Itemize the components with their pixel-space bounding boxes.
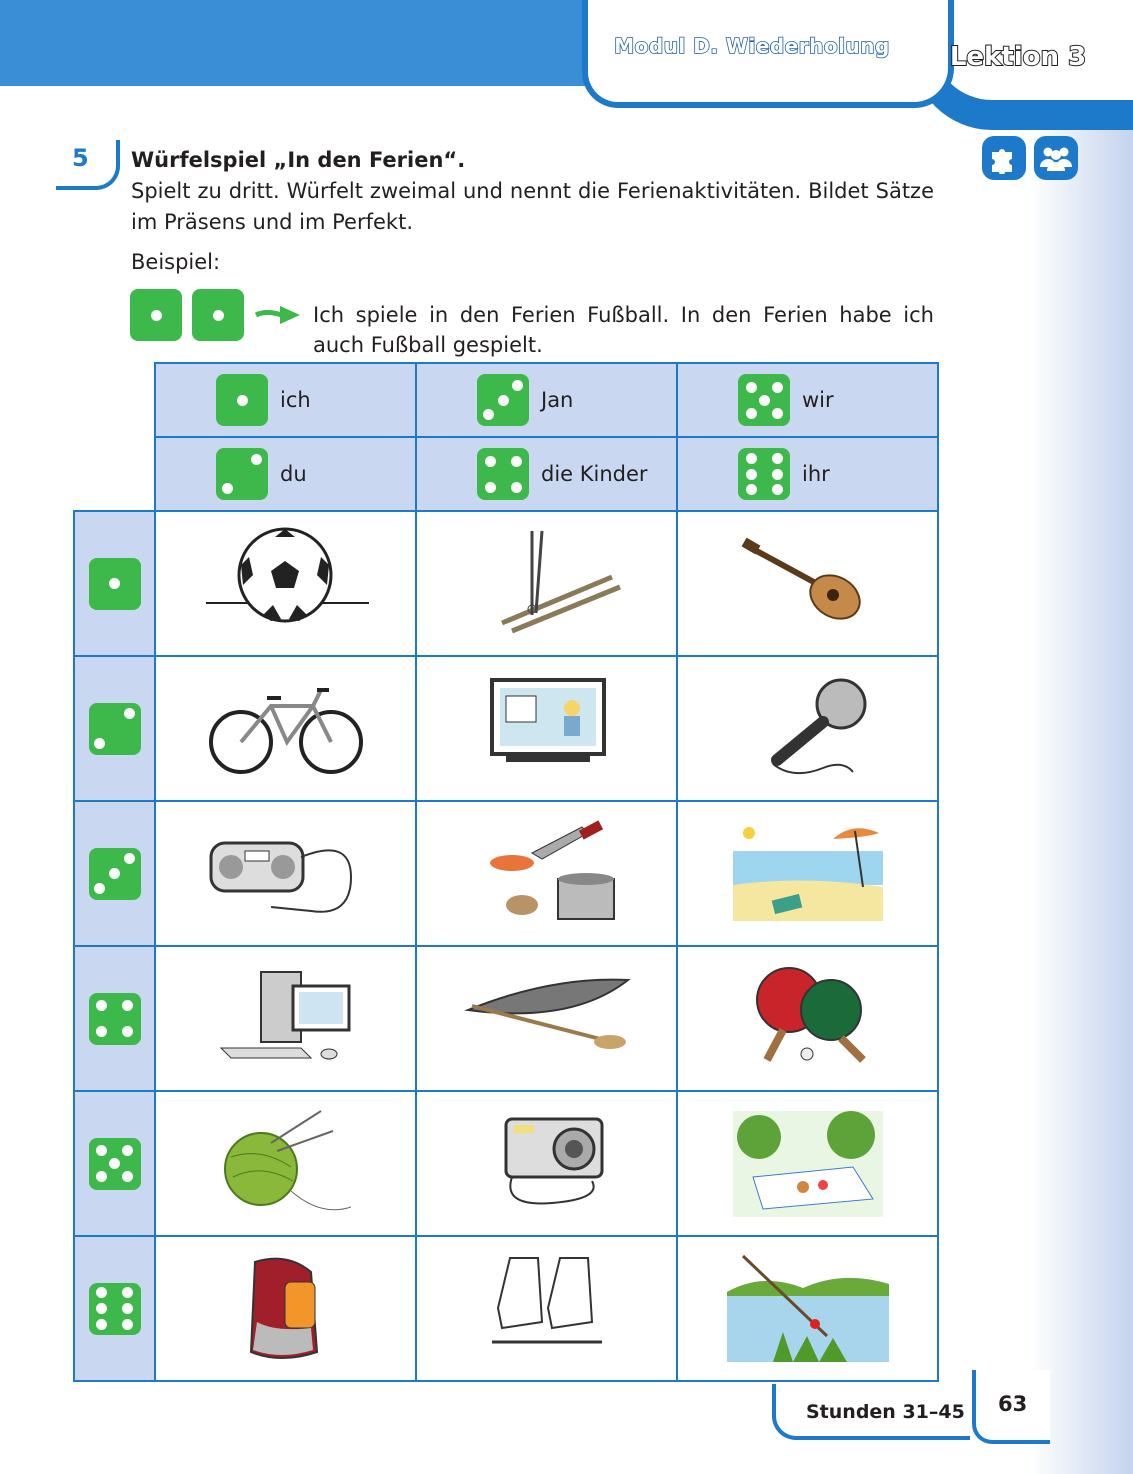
beach-picture xyxy=(677,801,938,946)
page-side-band xyxy=(1030,0,1133,1474)
page-number: 63 xyxy=(998,1392,1028,1416)
tv-picture xyxy=(416,656,677,801)
example-dice xyxy=(130,289,244,341)
arrow-right-icon xyxy=(254,304,302,326)
pronoun-cell xyxy=(155,437,416,511)
die-pip xyxy=(498,395,509,406)
die-face-icon xyxy=(89,703,141,755)
task-number-badge xyxy=(56,140,120,190)
camera-picture xyxy=(416,1091,677,1236)
pronoun-cell xyxy=(416,363,677,437)
die-pip xyxy=(746,408,757,419)
die-pip xyxy=(96,1319,107,1330)
die-face-icon xyxy=(89,848,141,900)
die-pip xyxy=(222,483,233,494)
row-die-cell xyxy=(74,1236,155,1381)
die-pip xyxy=(511,482,522,493)
pronoun-label: wir xyxy=(802,388,834,412)
row-die-cell xyxy=(74,511,155,656)
die-pip xyxy=(213,310,224,321)
die-pip xyxy=(96,1287,107,1298)
die-pip xyxy=(122,1171,133,1182)
task-title: Würfelspiel „In den Ferien“. xyxy=(131,148,466,172)
pronoun-cell xyxy=(677,363,938,437)
die-face-icon xyxy=(89,1138,141,1190)
table-tennis-picture xyxy=(677,946,938,1091)
pronoun-cell xyxy=(677,437,938,511)
die-pip xyxy=(96,1145,107,1156)
die-pip xyxy=(746,469,757,480)
die-pip xyxy=(485,482,496,493)
pronoun-label: ich xyxy=(280,388,311,412)
die-pip xyxy=(122,1303,133,1314)
row-die-cell xyxy=(74,946,155,1091)
die-pip xyxy=(151,310,162,321)
die-pip xyxy=(237,395,248,406)
die-pip xyxy=(109,578,120,589)
backpack-picture xyxy=(155,1236,416,1381)
fishing-picture xyxy=(677,1236,938,1381)
die-pip xyxy=(96,1000,107,1011)
die-face-icon xyxy=(89,558,141,610)
group-icon xyxy=(1034,136,1078,180)
die-pip xyxy=(122,1145,133,1156)
knitting-picture xyxy=(155,1091,416,1236)
die-pip xyxy=(96,1171,107,1182)
radio-picture xyxy=(155,801,416,946)
die-pip xyxy=(124,853,135,864)
die-pip xyxy=(96,1303,107,1314)
task-number: 5 xyxy=(72,144,89,172)
die-pip xyxy=(511,456,522,467)
task-description: Spielt zu dritt. Würfelt zweimal und nennt die Ferienaktivitäten. Bildet Sätze im Präsens und im Perfekt. xyxy=(131,179,934,234)
puzzle-icon xyxy=(982,136,1026,180)
die-pip xyxy=(124,708,135,719)
row-die-cell xyxy=(74,1091,155,1236)
example-sentence: Ich spiele in den Ferien Fußball. In den Ferien habe ich auch Fußball gespielt. xyxy=(313,303,934,357)
die-face-icon xyxy=(130,289,182,341)
pronoun-label: ihr xyxy=(802,462,830,486)
cooking-picture xyxy=(416,801,677,946)
bicycle-picture xyxy=(155,656,416,801)
die-pip xyxy=(94,738,105,749)
die-pip xyxy=(122,1000,133,1011)
pronoun-cell xyxy=(155,363,416,437)
picnic-picture xyxy=(677,1091,938,1236)
die-pip xyxy=(122,1026,133,1037)
die-pip xyxy=(485,456,496,467)
die-pip xyxy=(772,469,783,480)
ice-skates-picture xyxy=(416,1236,677,1381)
die-pip xyxy=(512,380,523,391)
dice-game-table xyxy=(73,362,939,1382)
soccer-ball-picture xyxy=(155,511,416,656)
die-pip xyxy=(759,395,770,406)
die-pip xyxy=(746,484,757,495)
example-label: Beispiel: xyxy=(131,250,221,274)
die-face-icon xyxy=(477,448,529,500)
die-pip xyxy=(746,453,757,464)
pronoun-cell xyxy=(416,437,677,511)
die-pip xyxy=(122,1319,133,1330)
die-face-icon xyxy=(738,448,790,500)
die-pip xyxy=(772,408,783,419)
die-pip xyxy=(122,1287,133,1298)
die-pip xyxy=(96,1026,107,1037)
die-face-icon xyxy=(216,374,268,426)
die-pip xyxy=(772,453,783,464)
modul-label: Modul D. Wiederholung xyxy=(614,34,890,58)
computer-picture xyxy=(155,946,416,1091)
die-pip xyxy=(483,409,494,420)
row-die-cell xyxy=(74,801,155,946)
header-bar xyxy=(0,0,600,86)
skis-picture xyxy=(416,511,677,656)
die-face-icon xyxy=(216,448,268,500)
lektion-label: Lektion 3 xyxy=(949,42,1087,72)
guitar-picture xyxy=(677,511,938,656)
footer-lessons: Stunden 31–45 xyxy=(806,1401,965,1423)
die-face-icon xyxy=(477,374,529,426)
die-face-icon xyxy=(192,289,244,341)
die-pip xyxy=(772,382,783,393)
pronoun-label: Jan xyxy=(541,388,574,412)
die-pip xyxy=(94,883,105,894)
microphone-picture xyxy=(677,656,938,801)
die-pip xyxy=(109,1158,120,1169)
mode-icons xyxy=(982,136,1078,180)
row-die-cell xyxy=(74,656,155,801)
die-pip xyxy=(746,382,757,393)
die-pip xyxy=(251,454,262,465)
die-face-icon xyxy=(89,993,141,1045)
die-pip xyxy=(109,868,120,879)
canoe-picture xyxy=(416,946,677,1091)
pronoun-label: du xyxy=(280,462,307,486)
die-face-icon xyxy=(89,1283,141,1335)
die-pip xyxy=(772,484,783,495)
die-face-icon xyxy=(738,374,790,426)
pronoun-label: die Kinder xyxy=(541,462,648,486)
